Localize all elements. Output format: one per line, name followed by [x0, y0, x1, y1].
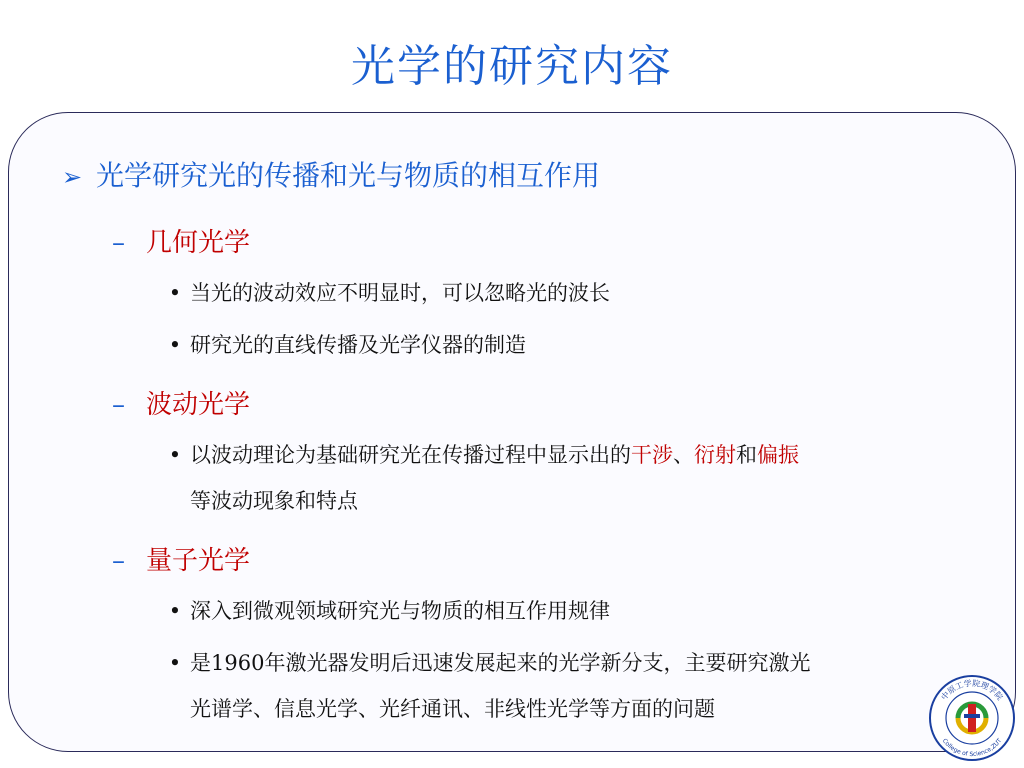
list-item-text: 是1960年激光器发明后迅速发展起来的光学新分支，主要研究激光 — [190, 651, 811, 675]
arrow-bullet-icon: ➢ — [62, 163, 83, 191]
separator: 、 — [673, 443, 694, 467]
list-item — [160, 640, 810, 686]
term-interference: 干涉 — [631, 443, 673, 467]
list-item-continuation: 等波动现象和特点 — [190, 489, 358, 513]
list-item-text: 深入到微观领域研究光与物质的相互作用规律 — [190, 599, 610, 623]
list-item — [160, 322, 526, 368]
list-item — [160, 270, 610, 316]
section-heading-wave — [112, 384, 250, 421]
college-seal-logo — [928, 674, 1016, 762]
dot-bullet-icon: • — [168, 599, 182, 623]
dash-bullet-icon: – — [112, 228, 125, 258]
section-heading-text: 波动光学 — [146, 390, 251, 420]
logo-bottom-text: College of Science,ZUT — [940, 737, 1004, 759]
term-diffraction: 衍射 — [694, 443, 736, 467]
list-item-continuation: 光谱学、信息光学、光纤通讯、非线性光学等方面的问题 — [190, 697, 715, 721]
section-heading-text: 几何光学 — [146, 228, 251, 258]
logo-top-text: 中原工学院理学院 — [939, 678, 1005, 702]
section-heading-quantum — [112, 540, 250, 577]
list-item — [160, 588, 610, 634]
dash-bullet-icon: – — [112, 546, 125, 576]
section-heading-geometric — [112, 222, 250, 259]
dot-bullet-icon: • — [168, 333, 182, 357]
section-heading-text: 量子光学 — [146, 546, 251, 576]
dot-bullet-icon: • — [168, 443, 182, 467]
level1-item — [62, 154, 600, 194]
list-item-text: 当光的波动效应不明显时，可以忽略光的波长 — [190, 281, 610, 305]
list-item-text: 以波动理论为基础研究光在传播过程中显示出的 — [190, 443, 631, 467]
dash-bullet-icon: – — [112, 390, 125, 420]
dot-bullet-icon: • — [168, 281, 182, 305]
dot-bullet-icon: • — [168, 651, 182, 675]
list-item — [160, 432, 799, 478]
separator: 和 — [736, 443, 757, 467]
list-item-text: 研究光的直线传播及光学仪器的制造 — [190, 333, 526, 357]
level1-text: 光学研究光的传播和光与物质的相互作用 — [96, 159, 601, 192]
term-polarization: 偏振 — [757, 443, 799, 467]
slide-title: 光学的研究内容 — [351, 41, 673, 92]
